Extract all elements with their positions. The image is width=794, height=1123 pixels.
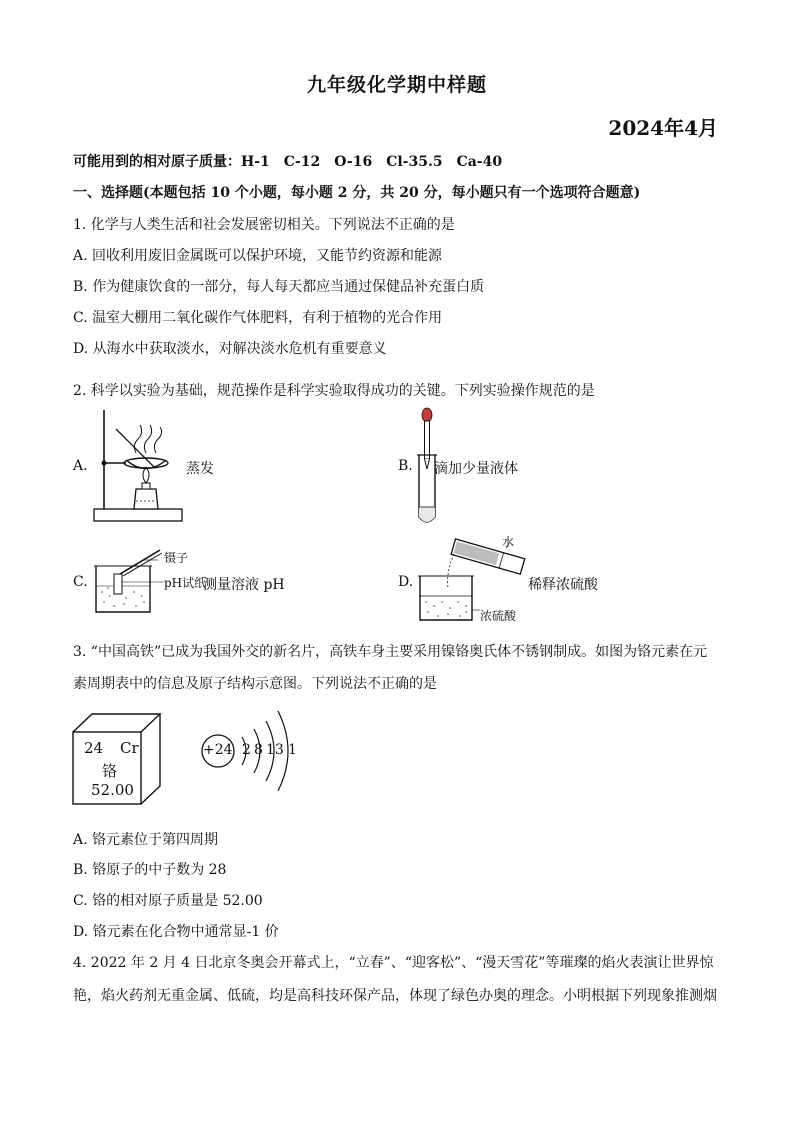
q2-option-c-caption: 测量溶液 pH bbox=[203, 577, 285, 593]
q3-stem-line2: 素周期表中的信息及原子结构示意图。下列说法不正确的是 bbox=[73, 676, 437, 692]
element-name: 铬 bbox=[102, 762, 118, 780]
q4-line2: 艳，焰火药剂无重金属、低硫，均是高科技环保产品，体现了绿色办奥的理念。小明根据下列现象推测烟 bbox=[73, 988, 717, 1004]
q3-option-b: B. 铬原子的中子数为 28 bbox=[73, 862, 227, 878]
atomic-masses: 可能用到的相对原子质量：H-1 C-12 O-16 Cl-35.5 Ca-40 bbox=[73, 154, 503, 170]
q2-option-b-caption: 滴加少量液体 bbox=[434, 461, 518, 477]
element-symbol: Cr bbox=[120, 739, 139, 757]
page-title: 九年级化学期中样题 bbox=[306, 74, 487, 96]
element-mass: 52.00 bbox=[91, 781, 134, 799]
water-label: 水 bbox=[502, 535, 515, 549]
q2-option-a-letter: A. bbox=[73, 458, 88, 474]
q4-line1: 4. 2022 年 2 月 4 日北京冬奥会开幕式上，“立春”、“迎客松”、“漫天雪花”等璀璨的焰火表演让世界惊 bbox=[73, 955, 714, 971]
q2-option-b-letter: B. bbox=[398, 458, 413, 474]
conc-acid-label: 浓硫酸 bbox=[480, 609, 517, 623]
q1-option-c: C. 温室大棚用二氧化碳作气体肥料，有利于植物的光合作用 bbox=[73, 310, 443, 326]
q1-option-d: D. 从海水中获取淡水，对解决淡水危机有重要意义 bbox=[73, 341, 387, 357]
shell-3-electrons: 13 bbox=[266, 742, 284, 758]
q3-option-a: A. 铬元素位于第四周期 bbox=[73, 832, 219, 848]
q3-option-d: D. 铬元素在化合物中通常显-1 价 bbox=[73, 924, 279, 940]
q2-option-d-letter: D. bbox=[398, 574, 414, 590]
q3-option-c: C. 铬的相对原子质量是 52.00 bbox=[73, 893, 263, 909]
element-atomic-number: 24 bbox=[84, 739, 104, 757]
nucleus-charge: +24 bbox=[203, 742, 233, 758]
shell-1-electrons: 2 bbox=[242, 742, 251, 758]
evaporation-apparatus-figure bbox=[88, 405, 188, 530]
ph-test-figure bbox=[92, 540, 172, 618]
q2-option-a-caption: 蒸发 bbox=[186, 461, 214, 477]
exam-date: 2024年4月 bbox=[608, 116, 718, 140]
shell-2-electrons: 8 bbox=[254, 742, 263, 758]
section-heading: 一、选择题(本题包括 10 个小题，每小题 2 分，共 20 分，每小题只有一个选项符合题意) bbox=[73, 185, 641, 201]
q1-stem: 1. 化学与人类生活和社会发展密切相关。下列说法不正确的是 bbox=[73, 217, 455, 233]
q2-stem: 2. 科学以实验为基础，规范操作是科学实验取得成功的关键。下列实验操作规范的是 bbox=[73, 383, 595, 399]
tweezers-label: 镊子 bbox=[164, 551, 189, 565]
ph-paper-label: pH试纸 bbox=[164, 576, 207, 590]
q1-option-a: A. 回收利用废旧金属既可以保护环境，又能节约资源和能源 bbox=[73, 248, 443, 264]
q1-option-b: B. 作为健康饮食的一部分，每人每天都应当通过保健品补充蛋白质 bbox=[73, 279, 485, 295]
shell-4-electrons: 1 bbox=[288, 742, 297, 758]
q2-option-c-letter: C. bbox=[73, 574, 88, 590]
q3-stem-line1: 3. “中国高铁”已成为我国外交的新名片，高铁车身主要采用镍铬奥氏体不锈钢制成。如图为铬元素在元 bbox=[73, 644, 708, 660]
q2-option-d-caption: 稀释浓硫酸 bbox=[528, 577, 598, 593]
